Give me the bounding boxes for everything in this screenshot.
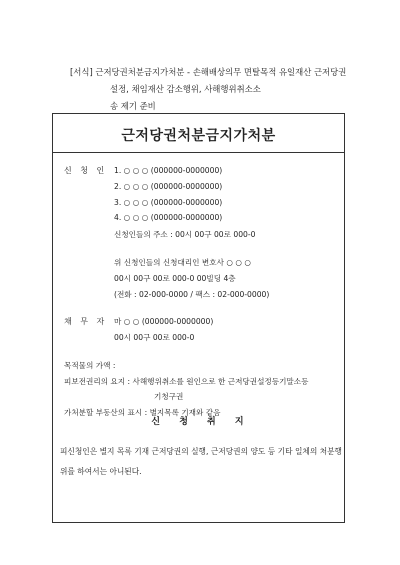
details-right: 피보전권리의 요지 : 사해행위취소를 원인으로 한 근저당권설정등기말소등 (64, 377, 309, 386)
applicant-item-3: 3. ○ ○ ○ (000000-0000000) (114, 198, 223, 207)
debtor-line-1: 마 ○ ○ (000000-0000000) (114, 317, 214, 326)
details-right-cont: 기청구권 (154, 392, 184, 401)
header-line-1: [서식] 근저당권처분금지가처분 - 손해배상의무 면탈목적 유일재산 근저당권 (70, 67, 347, 77)
applicant-item-2: 2. ○ ○ ○ (000000-0000000) (114, 182, 223, 191)
header-line-3: 송 제기 준비 (110, 101, 156, 111)
applicant-item-1: 1. ○ ○ ○ (000000-0000000) (114, 166, 223, 175)
applicant-address: 신청인들의 주소 : 00시 00구 00로 000-0 (114, 230, 256, 239)
purpose-text: 피신청인은 별지 목록 기재 근저당권의 실행, 근저당권의 양도 등 기타 일체의 처분행위를 하여서는 아니된다. (60, 447, 342, 476)
agent-line-3: (전화 : 02-000-0000 / 팩스 : 02-000-0000) (114, 290, 270, 299)
applicant-item-4: 4. ○ ○ ○ (000000-0000000) (114, 213, 223, 222)
form-header (70, 64, 380, 115)
agent-line-1: 위 신청인들의 신청대리인 변호사 ○ ○ ○ (114, 258, 252, 267)
debtor-line-2: 00시 00구 00로 000-0 (114, 333, 195, 342)
debtor-label: 채 무 자 (64, 317, 108, 326)
details-property: 가처분할 부동산의 표시 : 별지목록 기재와 같음 (64, 408, 221, 417)
header-line-2: 설정, 채임재산 감소행위, 사해행위취소소 (110, 84, 261, 94)
purpose-title: 신 청 취 지 (151, 417, 246, 427)
title-divider (52, 152, 345, 153)
details-value: 목적물의 가액 : (64, 361, 116, 370)
applicant-label: 신 청 인 (64, 166, 108, 175)
agent-line-2: 00시 00구 00로 000-0 00빌딩 4층 (114, 274, 236, 283)
document-title: 근저당권처분금지가처분 (121, 128, 276, 144)
